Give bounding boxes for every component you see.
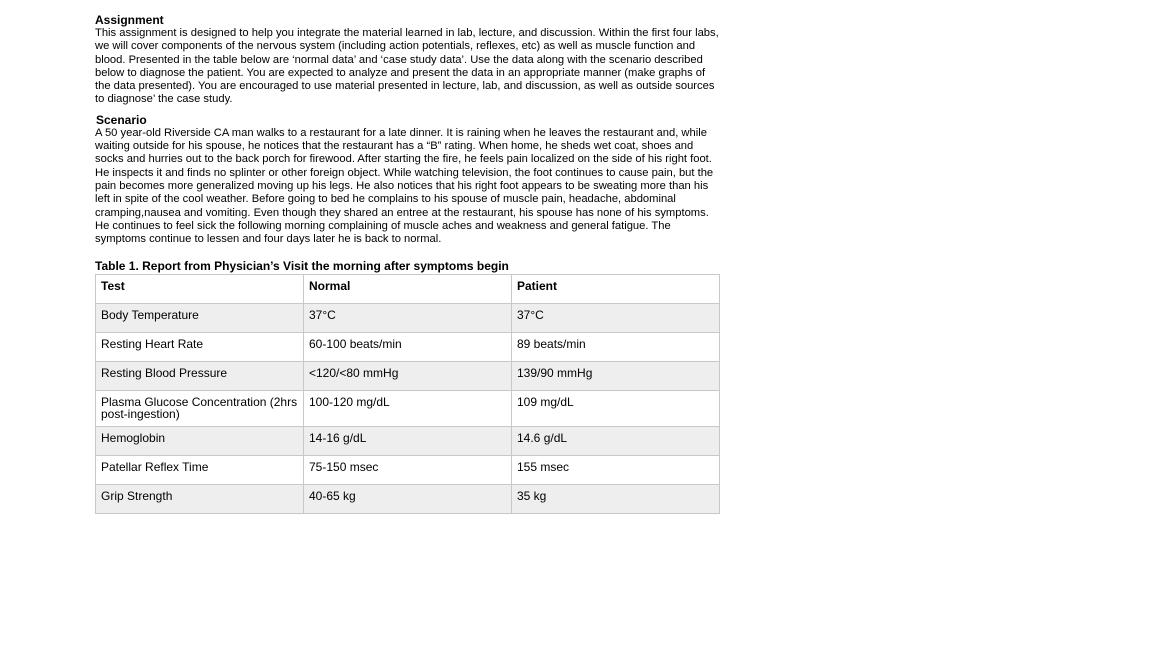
column-header-normal: Normal (304, 275, 512, 304)
assignment-heading: Assignment (95, 13, 164, 27)
test-cell: Resting Heart Rate (96, 333, 304, 362)
normal-cell: 100-120 mg/dL (304, 391, 512, 427)
column-header-patient: Patient (512, 275, 720, 304)
normal-cell: 37°C (304, 304, 512, 333)
normal-cell: 75-150 msec (304, 456, 512, 485)
document (95, 13, 720, 514)
patient-cell: 139/90 mmHg (512, 362, 720, 391)
normal-cell: 60-100 beats/min (304, 333, 512, 362)
test-cell: Body Temperature (96, 304, 304, 333)
test-cell: Patellar Reflex Time (96, 456, 304, 485)
physician-report-table (95, 274, 720, 514)
test-cell: Plasma Glucose Concentration (2hrs post-ingestion) (96, 391, 304, 427)
assignment-section (95, 13, 720, 107)
patient-cell: 89 beats/min (512, 333, 720, 362)
table-caption: Table 1. Report from Physician’s Visit the morning after symptoms begin (95, 259, 509, 274)
normal-cell: 14-16 g/dL (304, 427, 512, 456)
test-cell: Resting Blood Pressure (96, 362, 304, 391)
patient-cell: 109 mg/dL (512, 391, 720, 427)
column-header-test: Test (96, 275, 304, 304)
normal-cell: 40-65 kg (304, 485, 512, 514)
scenario-paragraph: A 50 year-old Riverside CA man walks to a restaurant for a late dinner. It is raining when he leaves the restaurant and, while waiting outside for his spouse, he notices that the restaurant has a “B” rating. When home, he sheds wet coat, shoes and socks and hurries out to the back porch for firewood. After starting the fire, he feels pain localized on the side of his right foot. He inspects it and finds no splinter or other foreign object. While watching television, the foot continues to cause pain, but the pain becomes more generalized moving up his legs. He also notices that his right foot appears to be sweating more than his left in spite of the cool weather. Before going to bed he complains to his spouse of muscle pain, headache, abdominal cramping,nausea and vomiting. Even though they shared an entree at the restaurant, his spouse has none of his symptoms. He continues to feel sick the following morning complaining of muscle aches and weakness and general fatigue. The symptoms continue to lessen and four days later he is back to normal. (95, 126, 714, 246)
table-row (96, 333, 720, 362)
table-row (96, 485, 720, 514)
table-header-row (96, 275, 720, 304)
patient-cell: 155 msec (512, 456, 720, 485)
scenario-section (95, 113, 720, 247)
test-cell: Hemoglobin (96, 427, 304, 456)
table-row (96, 427, 720, 456)
patient-cell: 35 kg (512, 485, 720, 514)
test-cell: Grip Strength (96, 485, 304, 514)
patient-cell: 14.6 g/dL (512, 427, 720, 456)
table-row (96, 304, 720, 333)
table-row (96, 362, 720, 391)
scenario-heading: Scenario (96, 112, 147, 127)
normal-cell: <120/<80 mmHg (304, 362, 512, 391)
table-row (96, 391, 720, 427)
table-row (96, 456, 720, 485)
assignment-paragraph: This assignment is designed to help you integrate the material learned in lab, lecture, and discussion. Within the first four labs, we will cover components of the nervous system (including action potentials, reflexes, etc) as well as muscle function and blood. Presented in the table below are ‘normal data’ and ‘case study data’. Use the data along with the scenario described below to diagnose the patient. You are expected to analyze and present the data in an appropriate manner (make graphs of the data presented). You are encouraged to use material presented in lecture, lab, and discussion, as well as outside sources to diagnose’ the case study. (95, 27, 719, 106)
patient-cell: 37°C (512, 304, 720, 333)
